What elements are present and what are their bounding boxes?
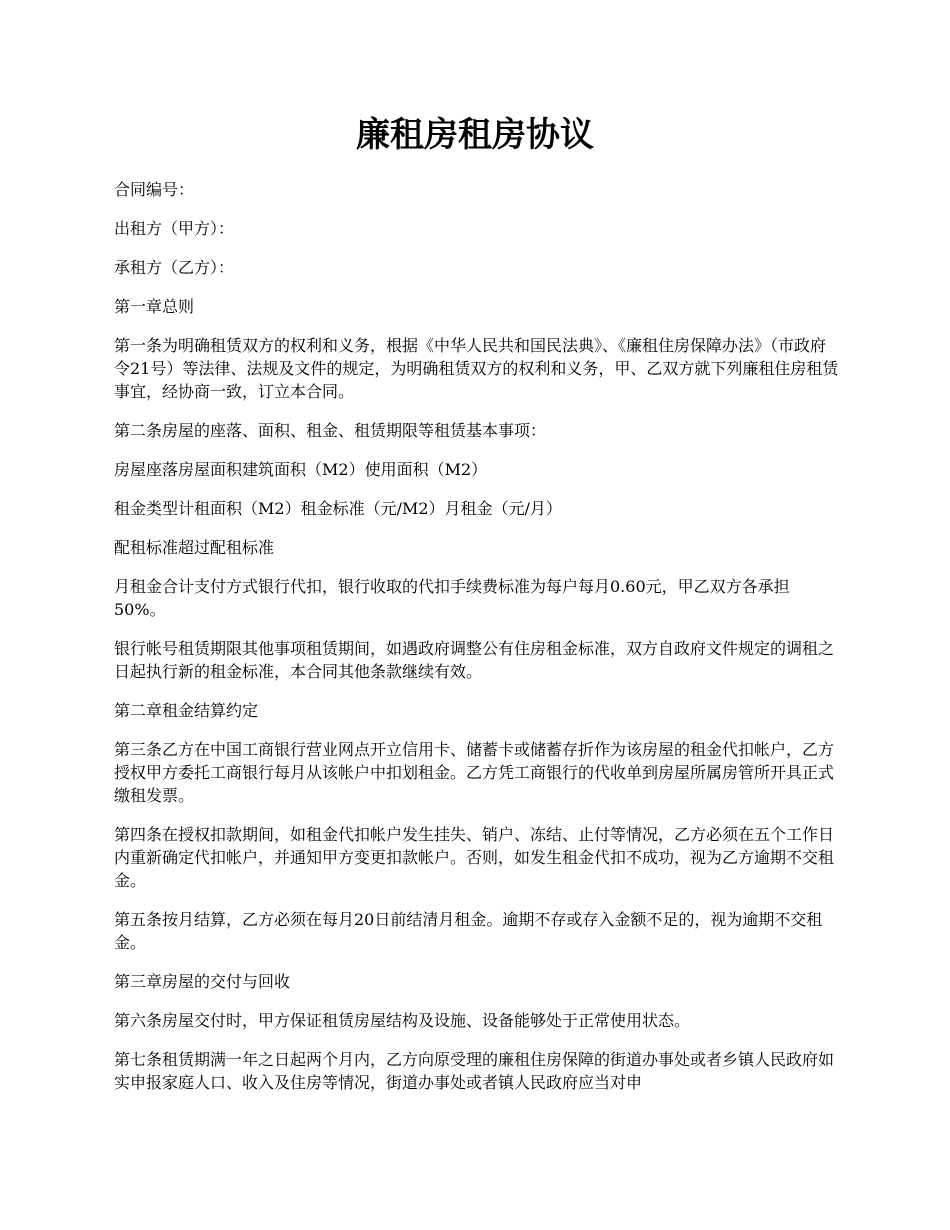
document-body <box>114 178 839 1110</box>
table-text-line: 房屋座落房屋面积建筑面积（M2）使用面积（M2） <box>114 460 488 479</box>
chapter-heading: 第三章房屋的交付与回收 <box>114 972 291 991</box>
article-paragraph: 第五条按月结算，乙方必须在每月20日前结清月租金。逾期不存或存入金额不足的，视为逾期不交租金。 <box>114 910 823 952</box>
table-text-line: 配租标准超过配租标准 <box>114 538 275 557</box>
chapter-heading: 第一章总则 <box>114 297 195 316</box>
article-paragraph: 第一条为明确租赁双方的权利和义务，根据《中华人民共和国民法典》、《廉租住房保障办法》（市政府令21号）等法律、法规及文件的规定，为明确租赁双方的权利和义务，甲、乙双方就下列廉租住房租赁事宜，经协商一致，订立本合同。 <box>114 336 839 401</box>
lessor-line: 出租方（甲方）： <box>114 219 235 238</box>
article-paragraph: 第七条租赁期满一年之日起两个月内，乙方向原受理的廉租住房保障的街道办事处或者乡镇人民政府如实申报家庭人口、收入及住房等情况，街道办事处或者镇人民政府应当对申 <box>114 1050 835 1092</box>
article-paragraph: 第四条在授权扣款期间，如租金代扣帐户发生挂失、销户、冻结、止付等情况，乙方必须在五个工作日内重新确定代扣帐户，并通知甲方变更扣款帐户。否则，如发生租金代扣不成功，视为乙方逾期不交租金。 <box>114 825 835 890</box>
contract-number-line: 合同编号： <box>114 180 195 199</box>
table-text-line: 月租金合计支付方式银行代扣，银行收取的代扣手续费标准为每户每月0.60元，甲乙双方各承担50%。 <box>114 577 790 619</box>
article-paragraph: 第六条房屋交付时，甲方保证租赁房屋结构及设施、设备能够处于正常使用状态。 <box>114 1011 691 1030</box>
chapter-heading: 第二章租金结算约定 <box>114 701 259 720</box>
table-text-line: 租金类型计租面积（M2）租金标准（元/M2）月租金（元/月） <box>114 499 562 518</box>
table-text-line: 银行帐号租赁期限其他事项租赁期间，如遇政府调整公有住房租金标准，双方自政府文件规定的调租之日起执行新的租金标准，本合同其他条款继续有效。 <box>114 639 835 681</box>
lessee-line: 承租方（乙方）： <box>114 258 235 277</box>
article-paragraph: 第三条乙方在中国工商银行营业网点开立信用卡、储蓄卡或储蓄存折作为该房屋的租金代扣帐户，乙方授权甲方委托工商银行每月从该帐户中扣划租金。乙方凭工商银行的代收单到房屋所属房管所开具正式缴租发票。 <box>114 740 835 805</box>
article-paragraph: 第二条房屋的座落、面积、租金、租赁期限等租赁基本事项： <box>114 421 547 440</box>
document-title: 廉租房租房协议 <box>356 115 594 155</box>
